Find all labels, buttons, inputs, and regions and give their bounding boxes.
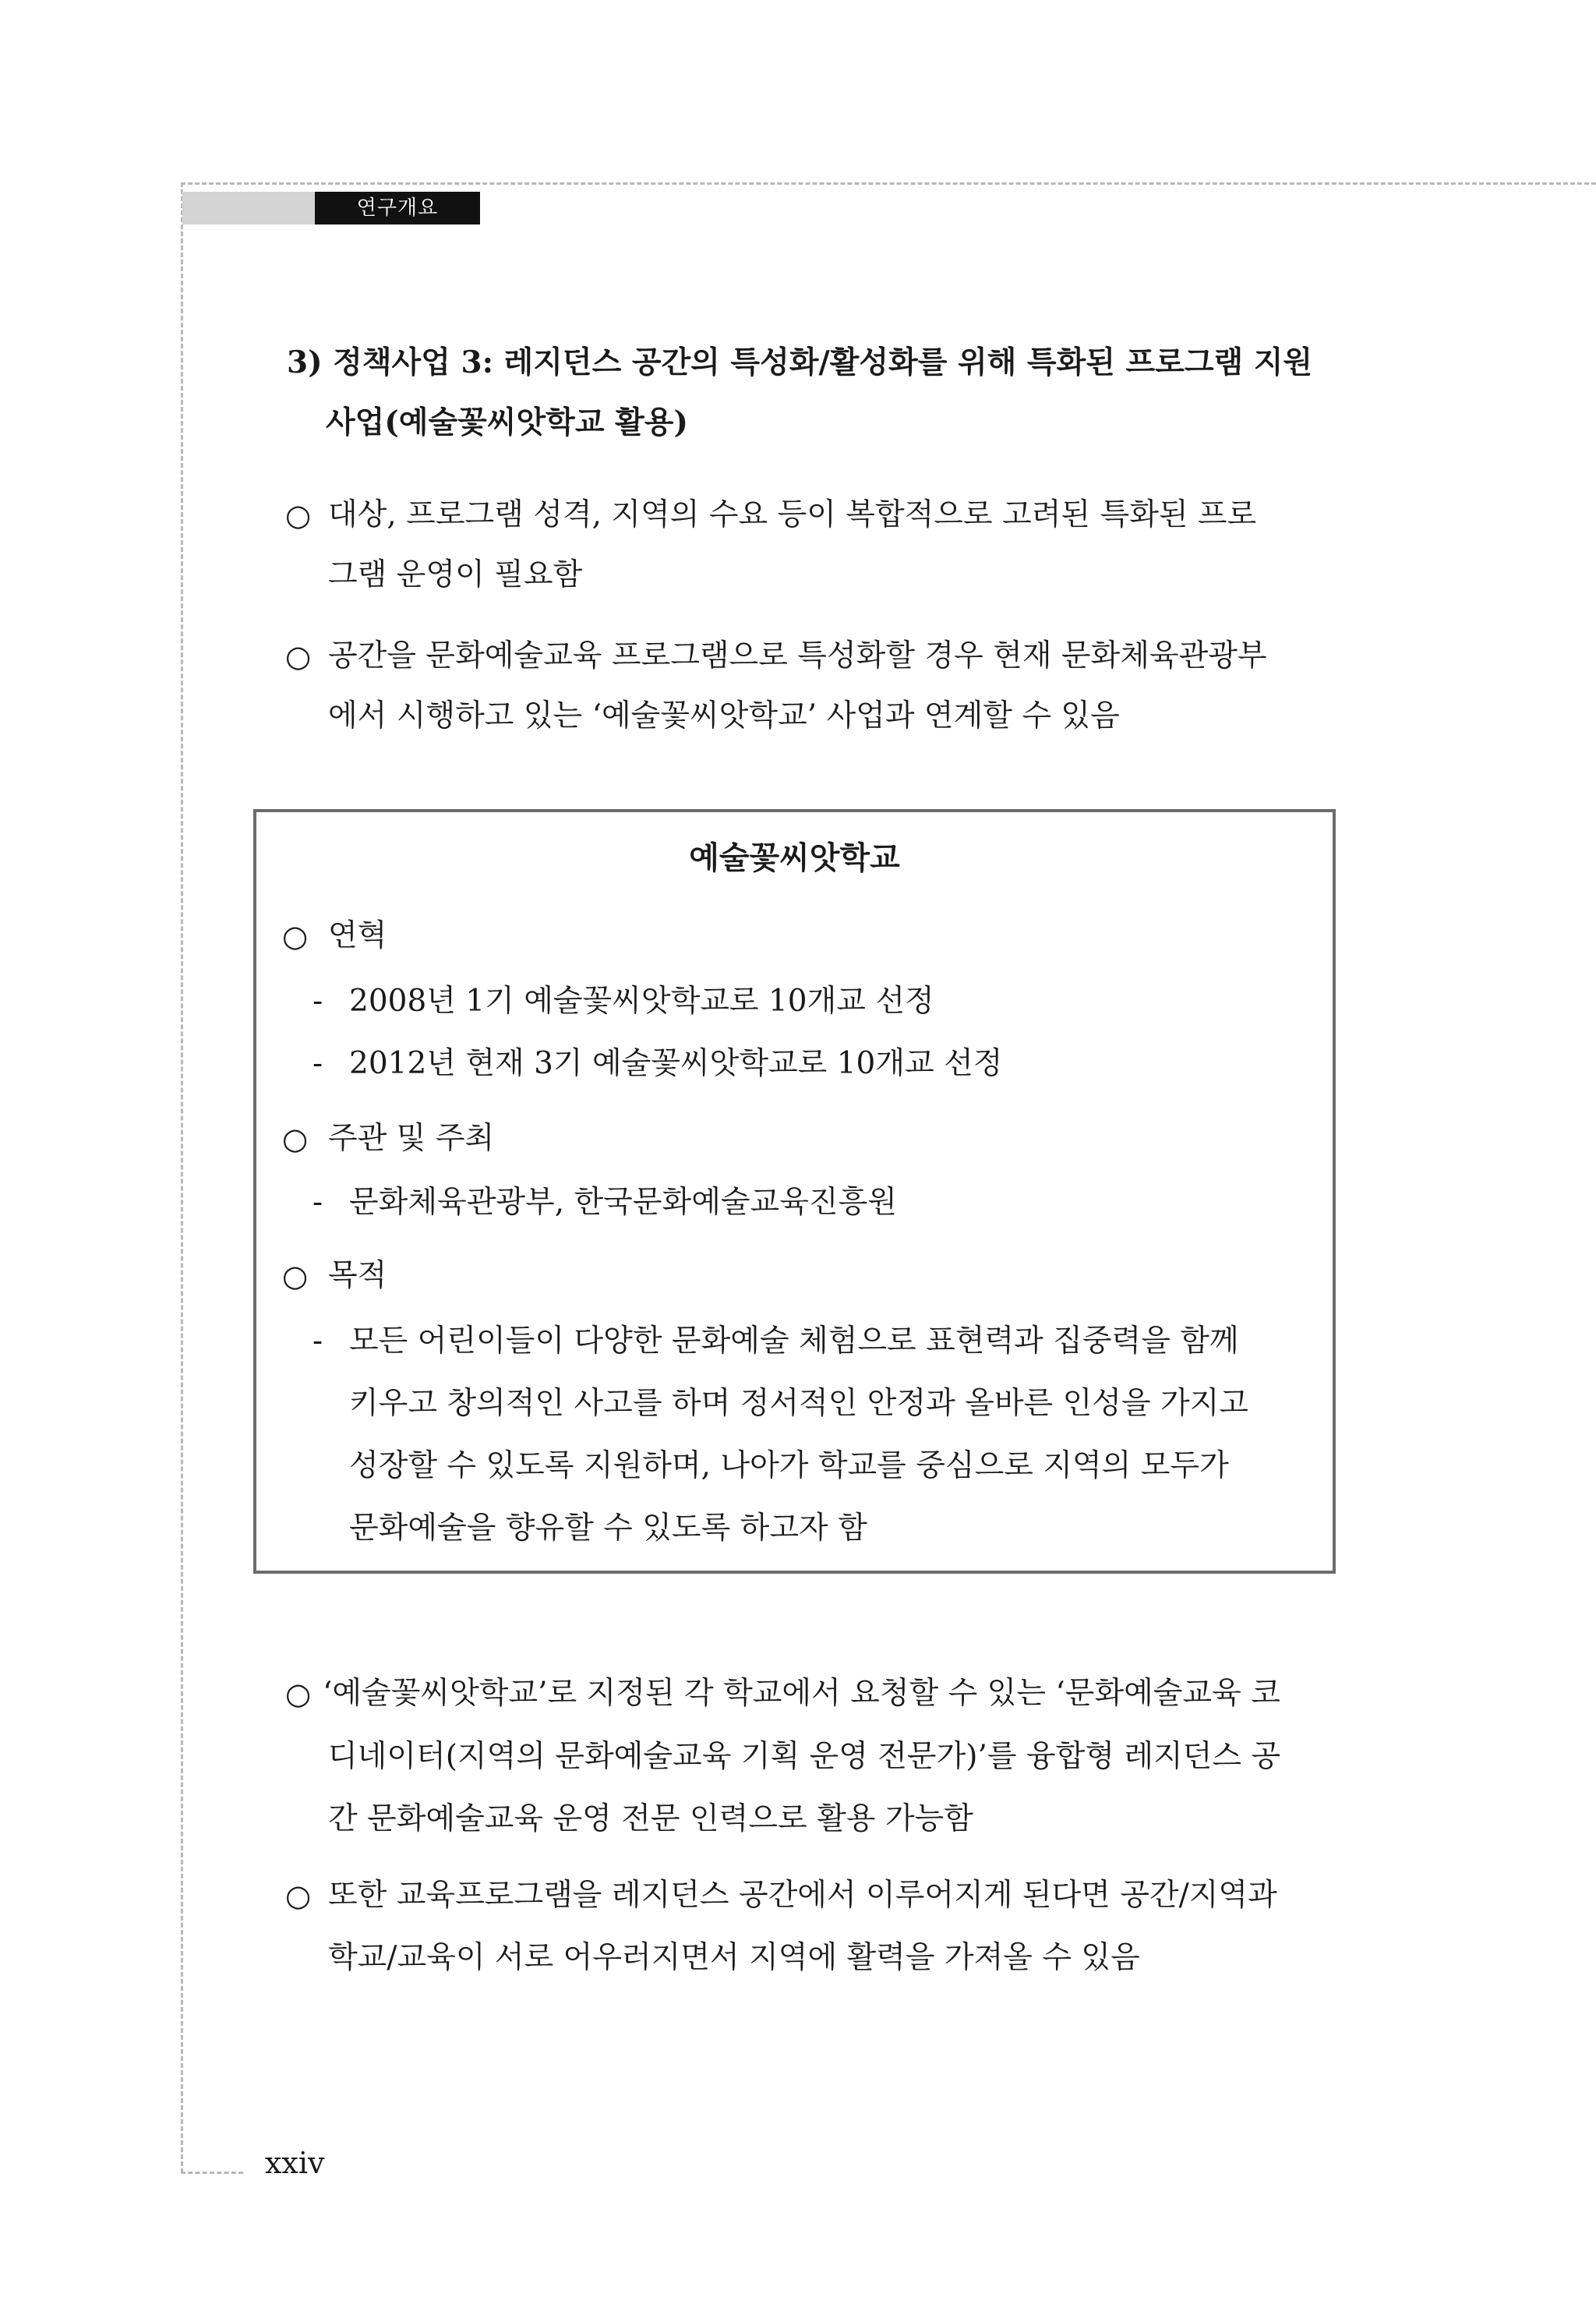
bullet-text-line: 공간을 문화예술교육 프로그램으로 특성화할 경우 현재 문화체육관광부 xyxy=(328,638,1267,673)
circle-bullet-icon: ○ xyxy=(285,1677,312,1711)
circle-bullet-icon: ○ xyxy=(285,498,312,532)
info-box-heading: 연혁 xyxy=(328,918,387,953)
dash-icon: - xyxy=(312,1324,323,1359)
info-box-heading: 주관 및 주최 xyxy=(328,1121,495,1156)
circle-bullet-icon: ○ xyxy=(285,639,312,673)
bullet-text-line: 디네이터(지역의 문화예술교육 기획 운영 전문가)’를 융합형 레지던스 공 xyxy=(328,1739,1281,1774)
info-box-item-line: 문화체육관광부, 한국문화예술교육진흥원 xyxy=(349,1185,897,1220)
page-frame-top-border xyxy=(181,182,1596,185)
bullet-text-line: 학교/교육이 서로 어우러지면서 지역에 활력을 가져올 수 있음 xyxy=(328,1940,1140,1975)
running-header-tab: 연구개요 xyxy=(315,192,480,224)
bullet-text-line: 간 문화예술교육 운영 전문 인력으로 활용 가능함 xyxy=(328,1801,973,1836)
page-number: xxiv xyxy=(265,2146,325,2180)
info-box-item-line: 문화예술을 향유할 수 있도록 하고자 함 xyxy=(349,1511,867,1546)
section-title-line-2: 사업(예술꽃씨앗학교 활용) xyxy=(326,405,688,440)
circle-bullet-icon: ○ xyxy=(282,1259,309,1293)
page-frame-bottom-border xyxy=(181,2172,243,2174)
info-box-item-line: 키우고 창의적인 사고를 하며 정서적인 안정과 올바른 인성을 가지고 xyxy=(349,1386,1249,1421)
circle-bullet-icon: ○ xyxy=(282,919,309,953)
page-frame-left-border xyxy=(181,182,183,2173)
dash-icon: - xyxy=(312,984,323,1019)
bullet-text-line: 에서 시행하고 있는 ‘예술꽃씨앗학교’ 사업과 연계할 수 있음 xyxy=(328,698,1120,733)
bullet-text-line: ‘예술꽃씨앗학교’로 지정된 각 학교에서 요청할 수 있는 ‘문화예술교육 코 xyxy=(323,1676,1280,1711)
info-box-heading: 목적 xyxy=(328,1258,387,1293)
dash-icon: - xyxy=(312,1185,323,1220)
info-box-item-line: 2012년 현재 3기 예술꽃씨앗학교로 10개교 선정 xyxy=(349,1046,1003,1081)
section-title-line-1: 3) 정책사업 3: 레지던스 공간의 특성화/활성화를 위해 특화된 프로그램 지원 xyxy=(287,345,1313,380)
bullet-text-line: 대상, 프로그램 성격, 지역의 수요 등이 복합적으로 고려된 특화된 프로 xyxy=(328,497,1257,532)
circle-bullet-icon: ○ xyxy=(285,1878,312,1913)
info-box-item-line: 성장할 수 있도록 지원하며, 나아가 학교를 중심으로 지역의 모두가 xyxy=(349,1448,1229,1483)
circle-bullet-icon: ○ xyxy=(282,1122,309,1156)
dash-icon: - xyxy=(312,1046,323,1081)
header-gray-bar xyxy=(182,192,315,224)
info-box-item-line: 모든 어린이들이 다양한 문화예술 체험으로 표현력과 집중력을 함께 xyxy=(349,1324,1239,1359)
info-box-item-line: 2008년 1기 예술꽃씨앗학교로 10개교 선정 xyxy=(349,984,934,1019)
bullet-text-line: 그램 운영이 필요함 xyxy=(328,557,583,592)
bullet-text-line: 또한 교육프로그램을 레지던스 공간에서 이루어지게 된다면 공간/지역과 xyxy=(328,1878,1277,1913)
info-box-title: 예술꽃씨앗학교 xyxy=(689,839,900,876)
